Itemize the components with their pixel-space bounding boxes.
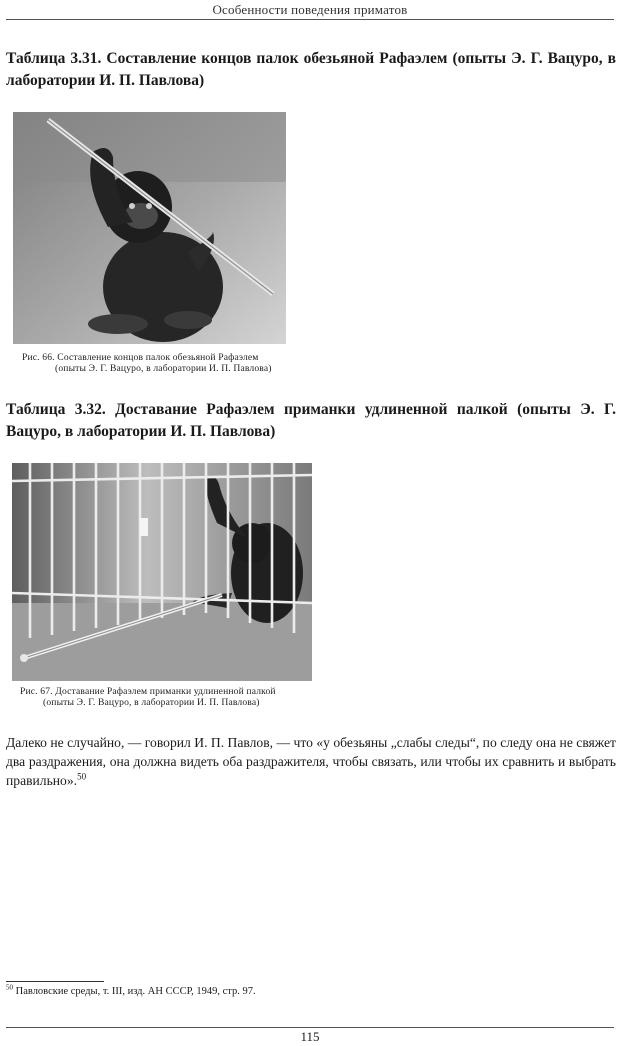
header-rule <box>6 19 614 20</box>
footnote-number: 50 <box>6 983 13 992</box>
body-paragraph-text: Далеко не случайно, — говорил И. П. Павлов, — что «у обезьяны „слабы следы“, по следу она не свяжет два раздражения, она должна видеть оба раздражителя, чтобы связать, или чтобы их сравнить и выбрать правильно». <box>6 735 616 788</box>
table-3-32-title: Таблица 3.32. Доставание Рафаэлем приманки удлиненной палкой (опыты Э. Г. Вацуро, в лаборатории И. П. Павлова) <box>6 401 616 440</box>
figure-67-caption-line1: Рис. 67. Доставание Рафаэлем приманки удлиненной палкой <box>20 686 276 697</box>
figure-66-photo <box>13 112 286 344</box>
footer-rule <box>6 1027 614 1028</box>
footnote-reference[interactable]: 50 <box>77 771 87 782</box>
figure-66-caption-line1: Рис. 66. Составление концов палок обезьяной Рафаэлем <box>22 352 259 363</box>
figure-66-caption-line2: (опыты Э. Г. Вацуро, в лаборатории И. П. Павлова) <box>55 363 272 374</box>
footnote-text: Павловские среды, т. III, изд. АН СССР, 1949, стр. 97. <box>15 986 256 997</box>
figure-67-caption-line2: (опыты Э. Г. Вацуро, в лаборатории И. П. Павлова) <box>43 697 260 708</box>
figure-67-photo <box>12 463 312 681</box>
page-number: 115 <box>300 1029 320 1044</box>
table-3-31-title: Таблица 3.31. Составление концов палок обезьяной Рафаэлем (опыты Э. Г. Вацуро, в лаборатории И. П. Павлова) <box>6 50 616 89</box>
running-head: Особенности поведения приматов <box>212 2 408 17</box>
footnote <box>6 985 256 998</box>
chimpanzee-in-cage-photo <box>12 463 312 681</box>
body-paragraph <box>6 733 616 790</box>
chimpanzee-with-stick-photo <box>13 112 286 344</box>
footnote-rule <box>6 981 104 982</box>
